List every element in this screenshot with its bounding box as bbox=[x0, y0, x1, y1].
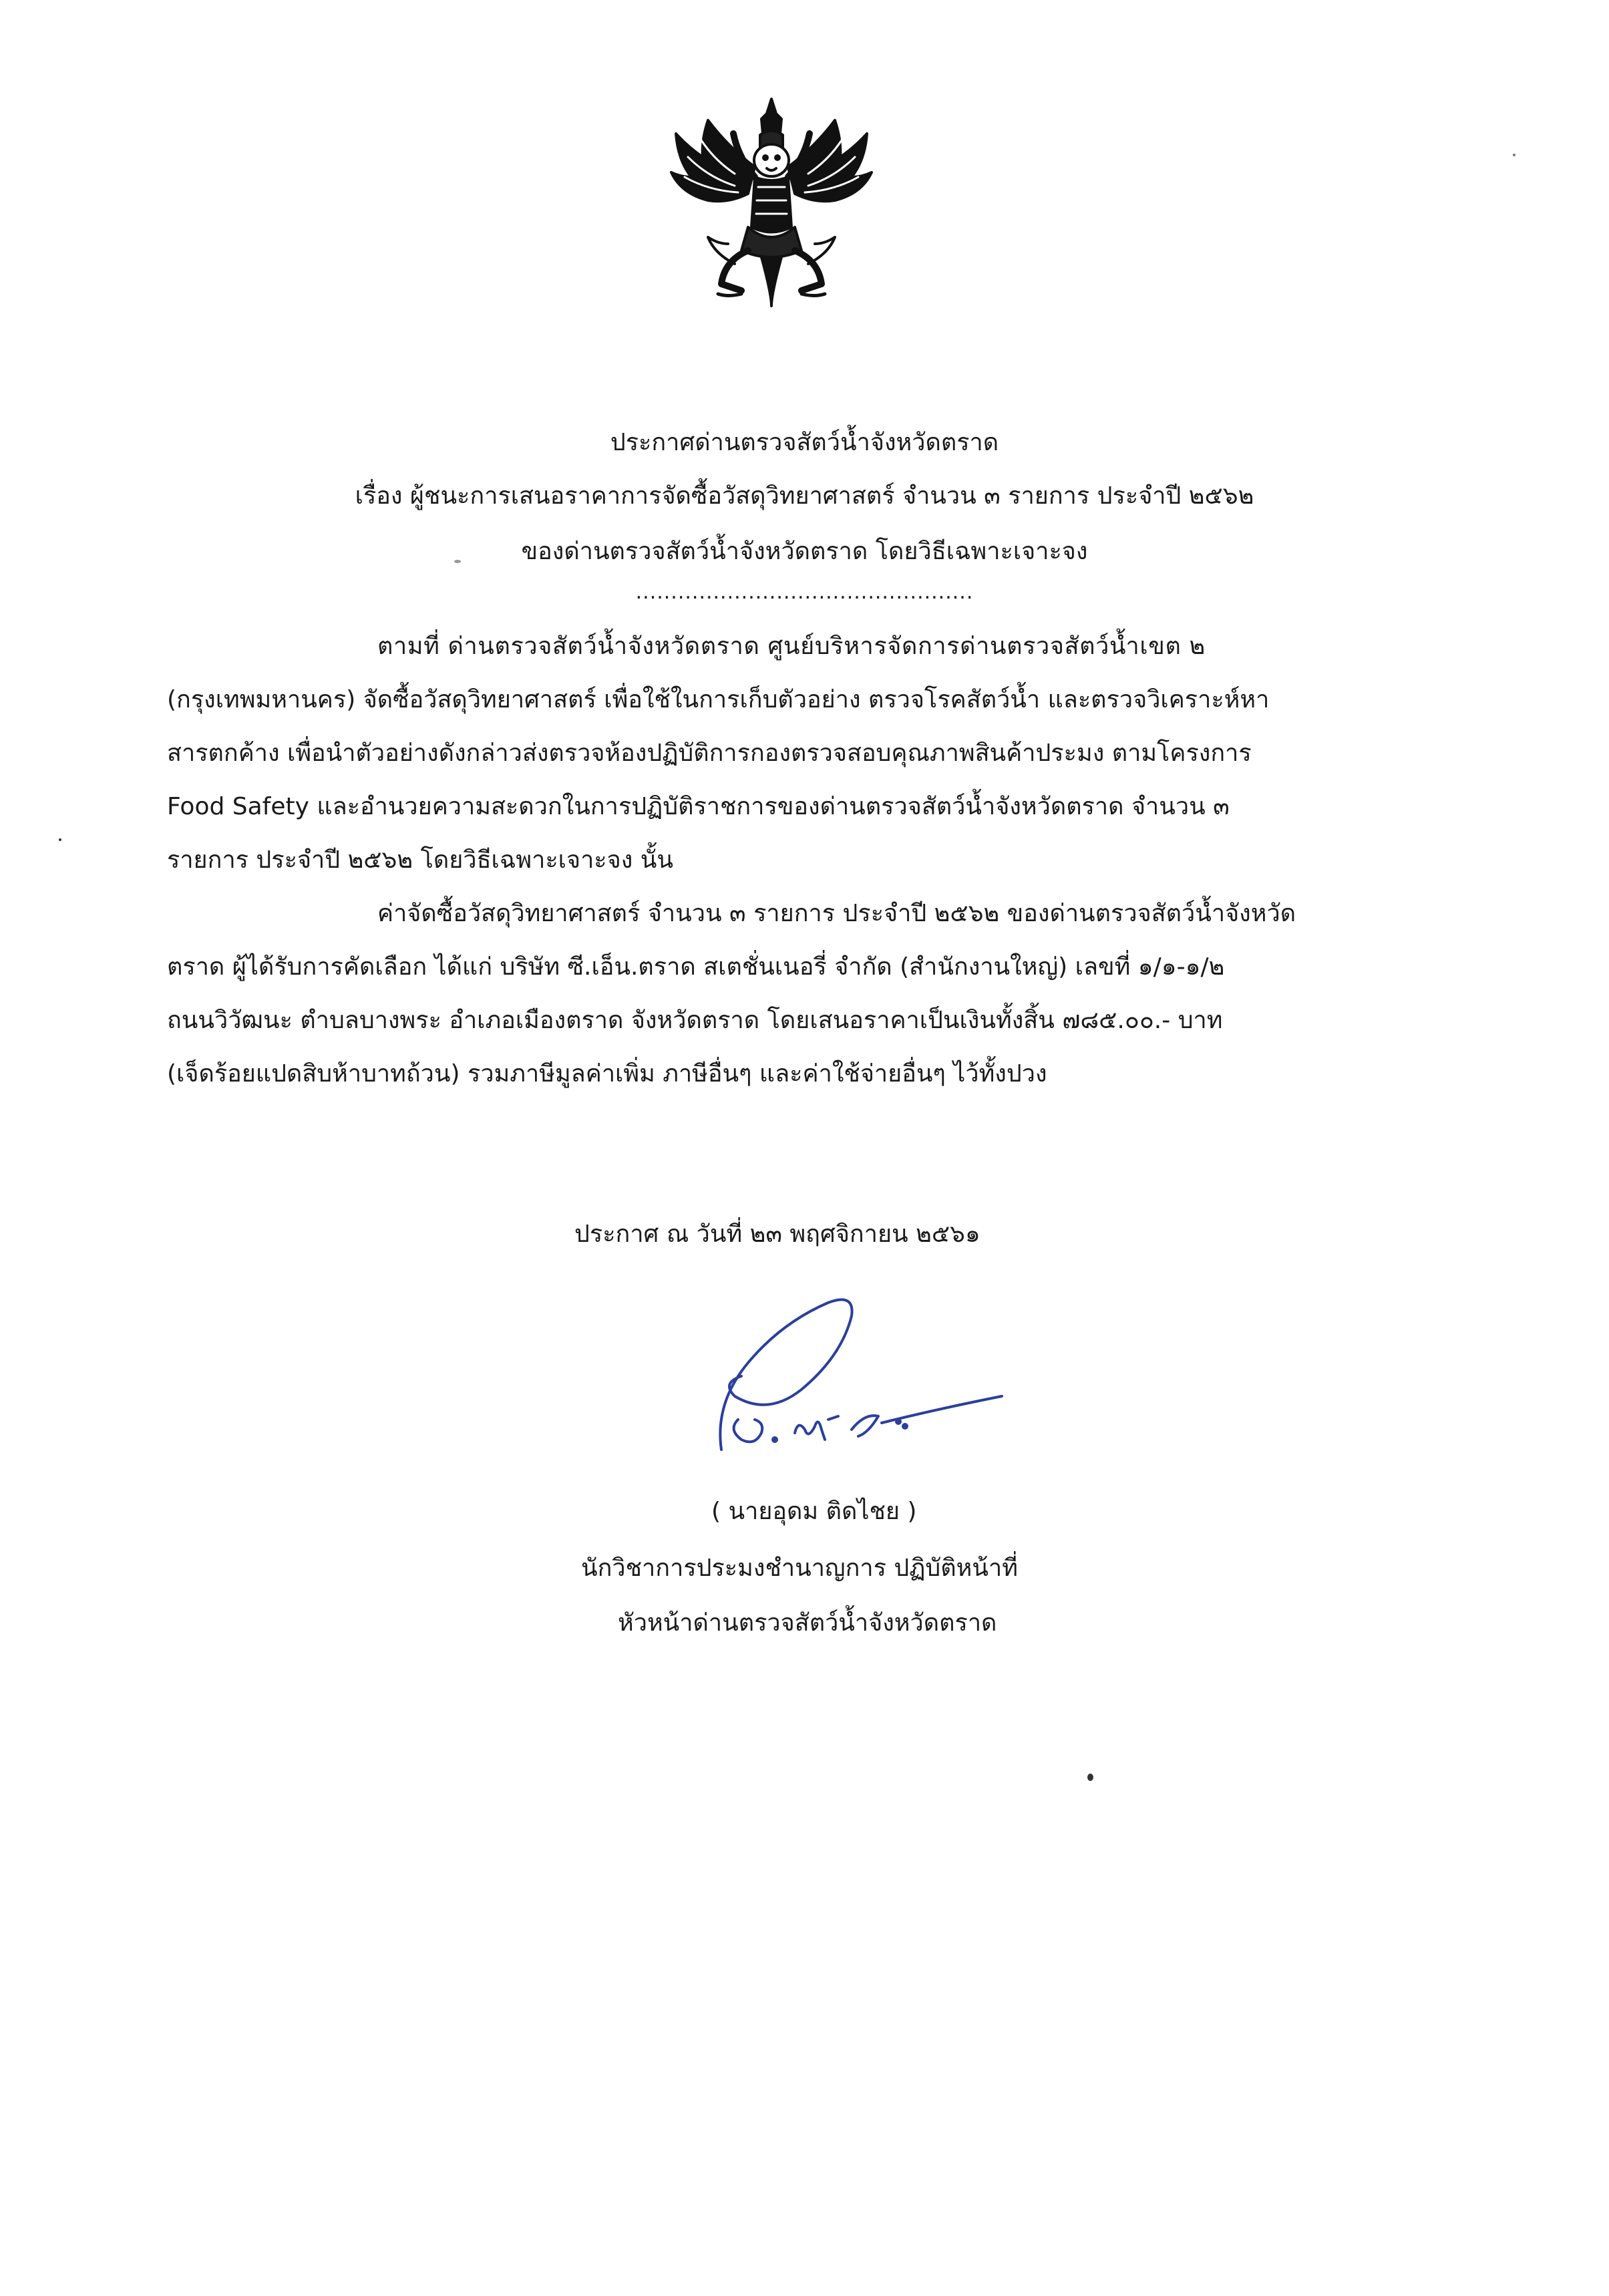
paragraph1-line4: Food Safety และอำนวยความสะดวกในการปฏิบัติราชการของด่านตรวจสัตว์น้ำจังหวัดตราด จำนวน ๓ bbox=[167, 793, 1230, 820]
paragraph1-line2: (กรุงเทพมหานคร) จัดซื้อวัสดุวิทยาศาสตร์ เพื่อใช้ในการเก็บตัวอย่าง ตรวจโรคสัตว์น้ำ และตรวจวิเคราะห์หา bbox=[167, 686, 1270, 713]
signer-position: นักวิชาการประมงชำนาญการ ปฏิบัติหน้าที่ bbox=[581, 1554, 1018, 1582]
announcement-date: ประกาศ ณ วันที่ ๒๓ พฤศจิกายน ๒๕๖๑ bbox=[574, 1220, 980, 1248]
signer-office: หัวหน้าด่านตรวจสัตว์น้ำจังหวัดตราด bbox=[618, 1609, 997, 1637]
paragraph2-line1: ค่าจัดซื้อวัสดุวิทยาศาสตร์ จำนวน ๓ รายการ ประจำปี ๒๕๖๒ ของด่านตรวจสัตว์น้ำจังหวัด bbox=[377, 900, 1296, 927]
scan-speck bbox=[454, 560, 461, 563]
scan-speck bbox=[59, 838, 61, 841]
signer-name: ( นายอุดม ติดไชย ) bbox=[711, 1498, 917, 1525]
handwritten-signature bbox=[708, 1296, 1009, 1483]
announcement-agency-line: ของด่านตรวจสัตว์น้ำจังหวัดตราด โดยวิธีเฉพาะเจาะจง bbox=[521, 538, 1088, 565]
paragraph1-line5: รายการ ประจำปี ๒๕๖๒ โดยวิธีเฉพาะเจาะจง นั้น bbox=[167, 846, 673, 874]
paragraph2-line3: ถนนวิวัฒนะ ตำบลบางพระ อำเภอเมืองตราด จังหวัดตราด โดยเสนอราคาเป็นเงินทั้งสิ้น ๗๘๕.๐๐.- บาท bbox=[167, 1007, 1223, 1034]
announcement-subject: เรื่อง ผู้ชนะการเสนอราคาการจัดซื้อวัสดุวิทยาศาสตร์ จำนวน ๓ รายการ ประจำปี ๒๕๖๒ bbox=[355, 482, 1254, 510]
paragraph1-line3: สารตกค้าง เพื่อนำตัวอย่างดังกล่าวส่งตรวจห้องปฏิบัติการกองตรวจสอบคุณภาพสินค้าประมง ตามโครงการ bbox=[167, 740, 1252, 767]
garuda-emblem-icon bbox=[661, 94, 882, 314]
scan-speck bbox=[1087, 1774, 1093, 1781]
header-divider: ................................................ bbox=[635, 581, 974, 604]
paragraph1-line1: ตามที่ ด่านตรวจสัตว์น้ำจังหวัดตราด ศูนย์บริหารจัดการด่านตรวจสัตว์น้ำเขต ๒ bbox=[377, 633, 1206, 660]
paragraph2-line2: ตราด ผู้ได้รับการคัดเลือก ได้แก่ บริษัท ซี.เอ็น.ตราด สเตชั่นเนอรี่ จำกัด (สำนักงานใหญ่) เลขที่ ๑/๑-๑/๒ bbox=[167, 953, 1225, 981]
announcement-title: ประกาศด่านตรวจสัตว์น้ำจังหวัดตราด bbox=[610, 429, 999, 456]
scan-speck bbox=[1513, 154, 1515, 156]
paragraph2-line4: (เจ็ดร้อยแปดสิบห้าบาทถ้วน) รวมภาษีมูลค่าเพิ่ม ภาษีอื่นๆ และค่าใช้จ่ายอื่นๆ ไว้ทั้งปวง bbox=[167, 1060, 1047, 1088]
